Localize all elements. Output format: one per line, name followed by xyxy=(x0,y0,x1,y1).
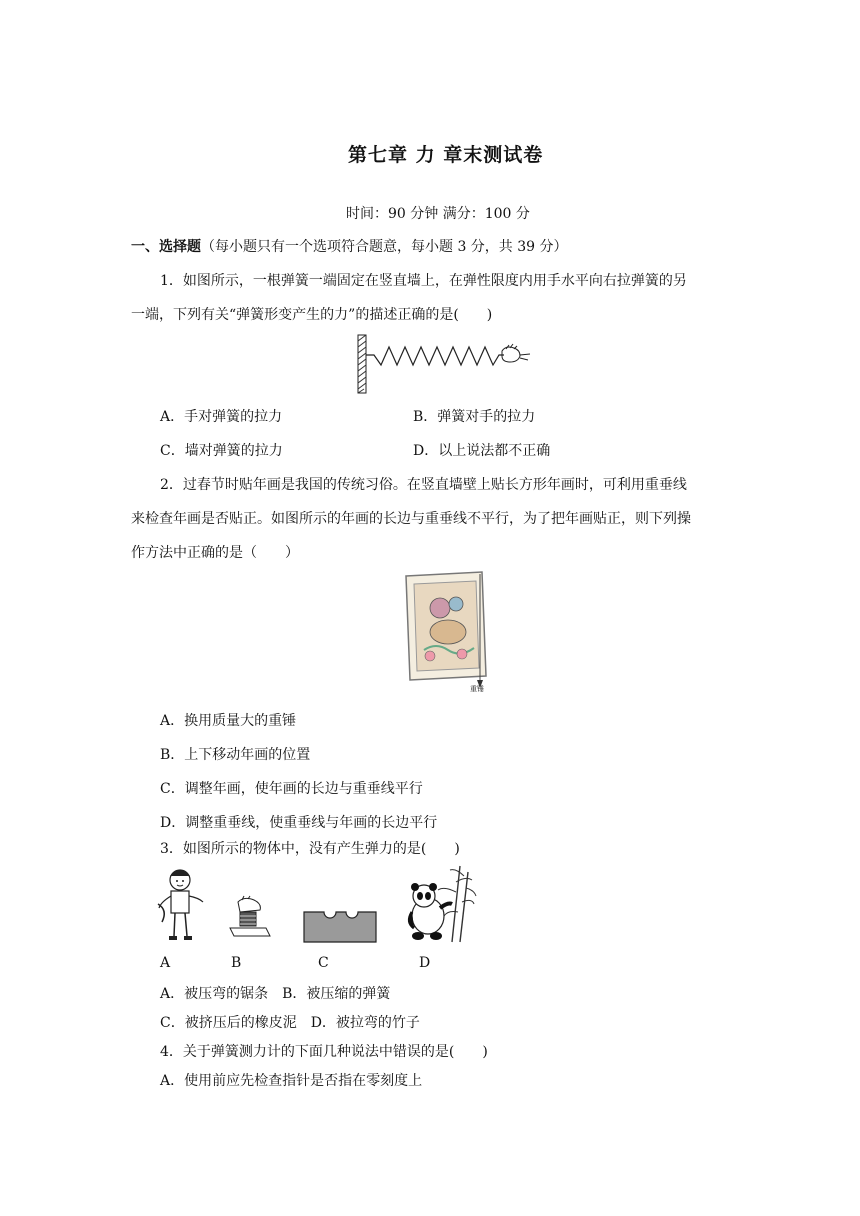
q4-option-a: A．使用前应先检查指针是否指在零刻度上 xyxy=(160,1073,423,1089)
q1-option-c: C．墙对弹簧的拉力 xyxy=(160,443,283,459)
q2-option-a: A．换用质量大的重锤 xyxy=(160,713,297,729)
q3-figure-a-child xyxy=(156,866,208,946)
q2-figure-new-year-picture xyxy=(400,570,496,696)
q3-fig-label-c: C xyxy=(318,955,329,971)
q3-options-row2: C．被挤压后的橡皮泥 D．被拉弯的竹子 xyxy=(160,1015,420,1031)
q1-option-b: B．弹簧对手的拉力 xyxy=(413,409,536,425)
q4-stem: 4．关于弹簧测力计的下面几种说法中错误的是( ) xyxy=(160,1044,488,1060)
q3-fig-label-d: D xyxy=(419,955,431,971)
q2-option-c: C．调整年画，使年画的长边与重垂线平行 xyxy=(160,781,423,797)
page-title: 第七章 力 章末测试卷 xyxy=(348,144,544,166)
q3-figure-b-spring xyxy=(226,896,274,942)
q2-plumb-label: 重锤 xyxy=(470,685,484,693)
q1-stem-line2: 一端，下列有关“弹簧形变产生的力”的描述正确的是( ) xyxy=(131,307,493,323)
q3-stem: 3．如图所示的物体中，没有产生弹力的是( ) xyxy=(160,841,460,857)
q3-fig-label-a: A xyxy=(160,955,171,971)
q2-stem-line1: 2．过春节时贴年画是我国的传统习俗。在竖直墙壁上贴长方形年画时，可利用重垂线 xyxy=(160,477,687,493)
q1-option-a: A．手对弹簧的拉力 xyxy=(160,409,283,425)
q2-option-b: B．上下移动年画的位置 xyxy=(160,747,311,763)
q2-stem-line2: 来检查年画是否贴正。如图所示的年画的长边与重垂线不平行，为了把年画贴正，则下列操 xyxy=(131,511,691,527)
q2-option-d: D．调整重垂线，使重垂线与年画的长边平行 xyxy=(160,815,438,831)
q1-option-d: D．以上说法都不正确 xyxy=(413,443,551,459)
q1-figure-spring xyxy=(354,333,534,395)
q1-stem-line1: 1．如图所示，一根弹簧一端固定在竖直墙上，在弹性限度内用手水平向右拉弹簧的另 xyxy=(160,273,687,289)
q2-stem-line3: 作方法中正确的是（ ） xyxy=(131,545,299,561)
exam-meta: 时间：90 分钟 满分：100 分 xyxy=(346,206,530,222)
section-note: （每小题只有一个选项符合题意，每小题 3 分，共 39 分） xyxy=(201,239,568,255)
q3-fig-label-b: B xyxy=(231,955,242,971)
q3-figure-d-panda-bamboo xyxy=(404,862,476,946)
q3-options-row1: A．被压弯的锯条 B．被压缩的弹簧 xyxy=(160,986,391,1002)
section-title: 一、选择题 xyxy=(131,239,201,255)
section-heading xyxy=(131,236,568,256)
q3-figure-c-plasticine xyxy=(300,908,380,946)
